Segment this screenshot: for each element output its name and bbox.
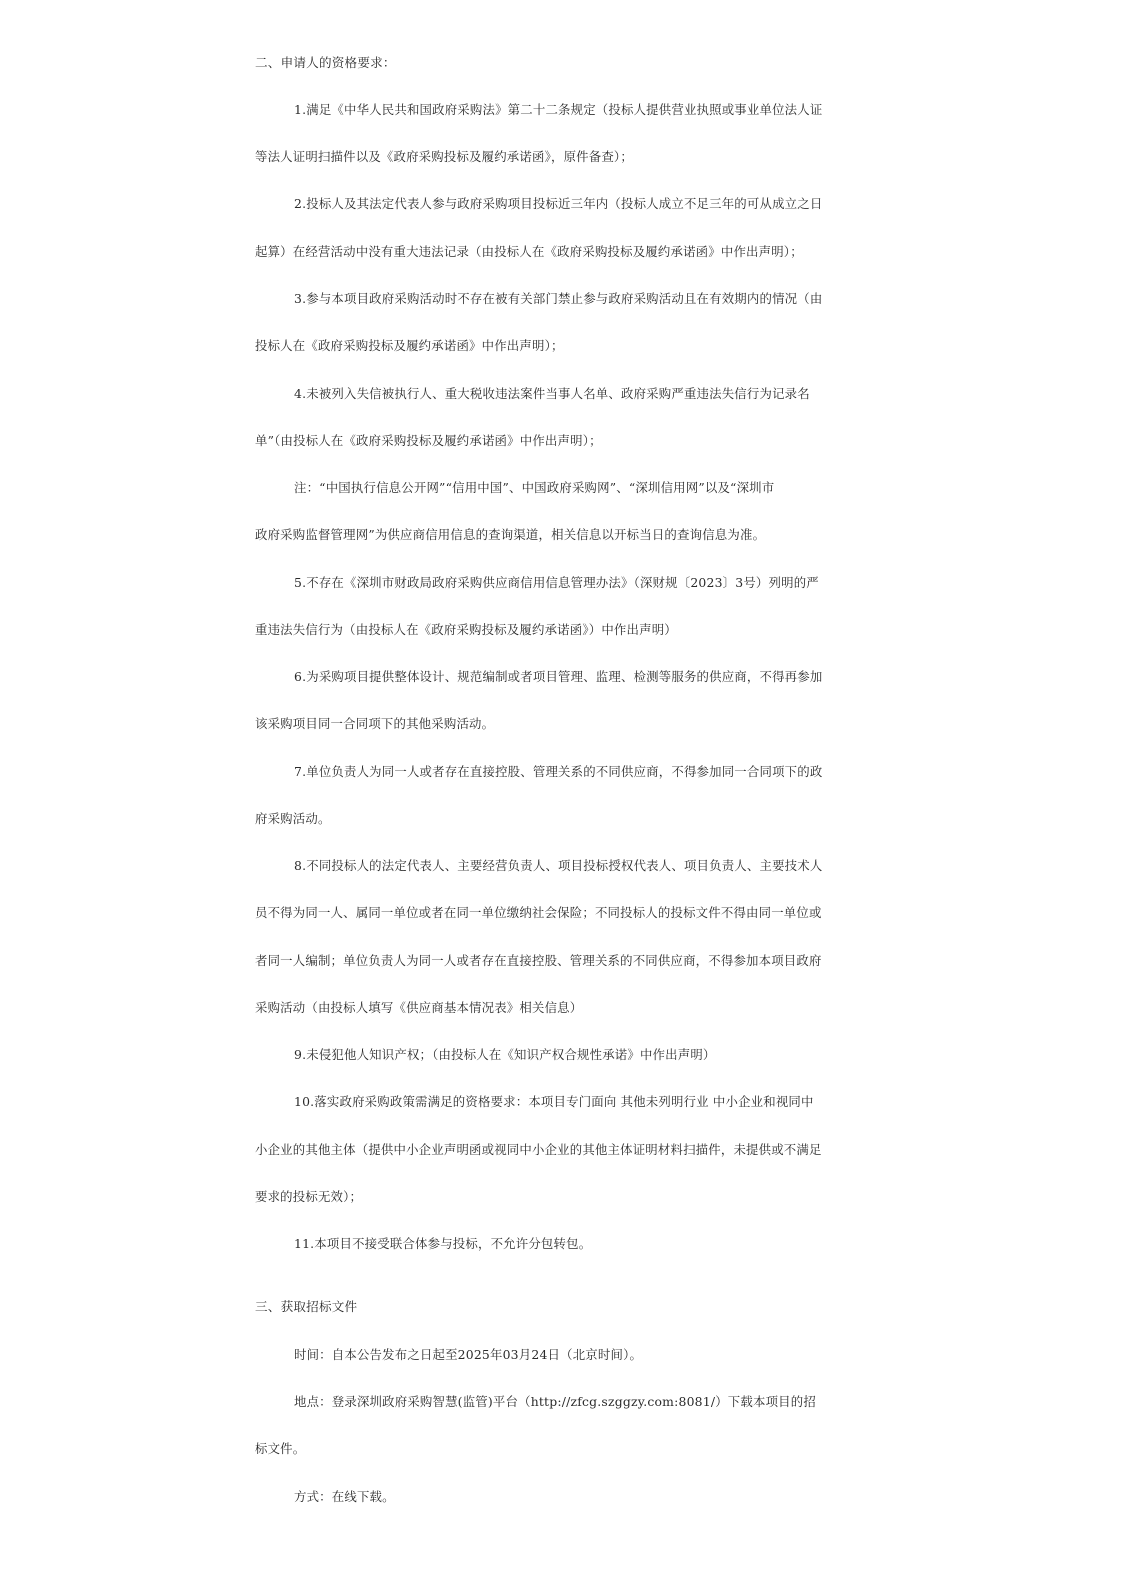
requirement-3-line-1: 3.参与本项目政府采购活动时不存在被有关部门禁止参与政府采购活动且在有效期内的情况（由	[294, 291, 823, 306]
requirement-8-line-4: 采购活动（由投标人填写《供应商基本情况表》相关信息）	[255, 1000, 583, 1015]
requirement-1-line-1: 1.满足《中华人民共和国政府采购法》第二十二条规定（投标人提供营业执照或事业单位法人证	[294, 102, 823, 117]
document-page	[255, 0, 863, 1588]
requirement-11-line-1: 11.本项目不接受联合体参与投标，不允许分包转包。	[294, 1236, 592, 1251]
tender-place-line-1: 地点：登录深圳政府采购智慧(监管)平台（http://zfcg.szggzy.com:8081/）下载本项目的招	[294, 1394, 816, 1409]
requirement-2-line-1: 2.投标人及其法定代表人参与政府采购项目投标近三年内（投标人成立不足三年的可从成立之日	[294, 196, 823, 211]
requirement-4-line-1: 4.未被列入失信被执行人、重大税收违法案件当事人名单、政府采购严重违法失信行为记录名	[294, 386, 810, 401]
tender-place-line-2: 标文件。	[255, 1441, 306, 1456]
requirement-7-line-1: 7.单位负责人为同一人或者存在直接控股、管理关系的不同供应商，不得参加同一合同项下的政	[294, 764, 823, 779]
note-line-2: 政府采购监督管理网”为供应商信用信息的查询渠道，相关信息以开标当日的查询信息为准。	[255, 527, 766, 542]
requirement-4-line-2: 单”（由投标人在《政府采购投标及履约承诺函》中作出声明）；	[255, 433, 602, 448]
tender-method: 方式：在线下载。	[294, 1489, 395, 1504]
section-3-heading: 三、获取招标文件	[255, 1299, 358, 1314]
requirement-6-line-1: 6.为采购项目提供整体设计、规范编制或者项目管理、监理、检测等服务的供应商，不得再参加	[294, 669, 823, 684]
requirement-10-line-3: 要求的投标无效）；	[255, 1189, 363, 1204]
note-line-1: 注：“中国执行信息公开网”“信用中国”、中国政府采购网”、“深圳信用网”以及“深圳市	[294, 480, 775, 495]
requirement-5-line-2: 重违法失信行为（由投标人在《政府采购投标及履约承诺函》）中作出声明）	[255, 622, 677, 637]
requirement-3-line-2: 投标人在《政府采购投标及履约承诺函》中作出声明）；	[255, 338, 564, 353]
requirement-7-line-2: 府采购活动。	[255, 811, 331, 826]
requirement-6-line-2: 该采购项目同一合同项下的其他采购活动。	[255, 716, 495, 731]
requirement-8-line-1: 8.不同投标人的法定代表人、主要经营负责人、项目投标授权代表人、项目负责人、主要技术人	[294, 858, 823, 873]
requirement-2-line-2: 起算）在经营活动中没有重大违法记录（由投标人在《政府采购投标及履约承诺函》中作出声明）；	[255, 244, 803, 259]
requirement-1-line-2: 等法人证明扫描件以及《政府采购投标及履约承诺函》，原件备查）；	[255, 149, 633, 164]
requirement-9-line-1: 9.未侵犯他人知识产权；（由投标人在《知识产权合规性承诺》中作出声明）	[294, 1047, 716, 1062]
requirement-5-line-1: 5.不存在《深圳市财政局政府采购供应商信用信息管理办法》（深财规〔2023〕3号）列明的严	[294, 575, 819, 590]
tender-time: 时间：自本公告发布之日起至2025年03月24日（北京时间）。	[294, 1347, 643, 1362]
section-2-heading: 二、申请人的资格要求：	[255, 55, 396, 70]
requirement-8-line-2: 员不得为同一人、属同一单位或者在同一单位缴纳社会保险；不同投标人的投标文件不得由同一单位或	[255, 905, 822, 920]
requirement-8-line-3: 者同一人编制；单位负责人为同一人或者存在直接控股、管理关系的不同供应商，不得参加本项目政府	[255, 953, 822, 968]
requirement-10-line-1: 10.落实政府采购政策需满足的资格要求：本项目专门面向 其他未列明行业 中小企业和视同中	[294, 1094, 814, 1109]
requirement-10-line-2: 小企业的其他主体（提供中小企业声明函或视同中小企业的其他主体证明材料扫描件，未提供或不满足	[255, 1142, 822, 1157]
